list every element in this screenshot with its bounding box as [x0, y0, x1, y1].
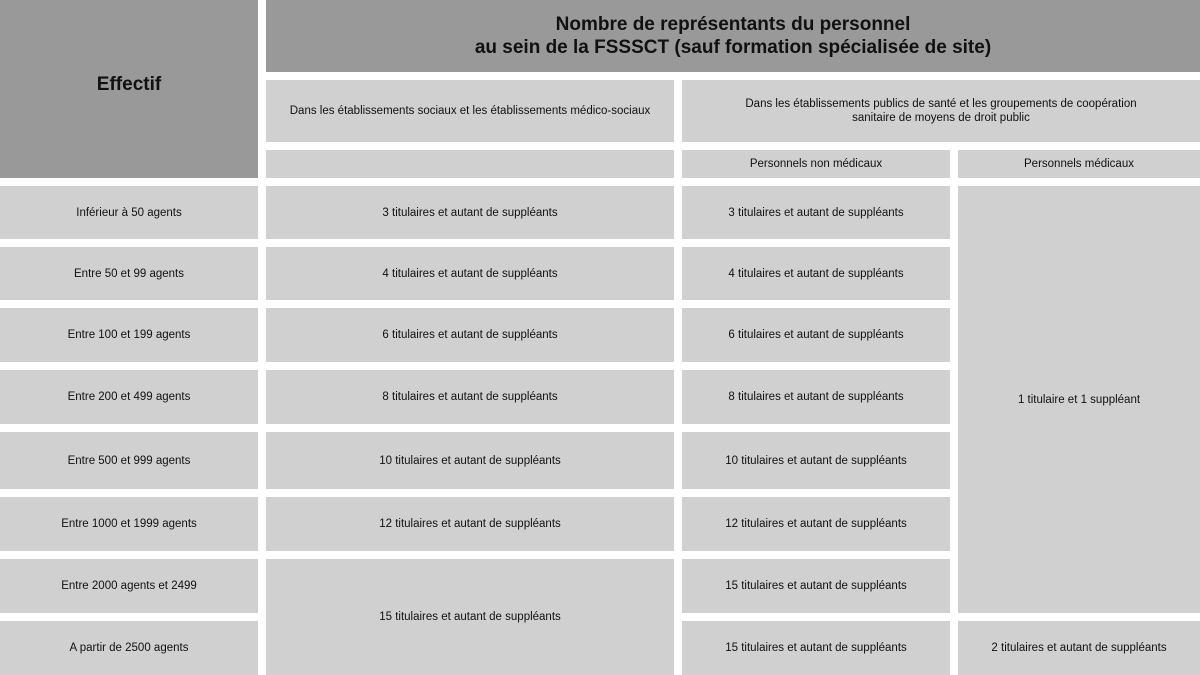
- row-effectif-label: A partir de 2500 agents: [69, 642, 189, 654]
- subheader-empty: [266, 150, 674, 178]
- column-header-sante-line2: sanitaire de moyens de droit public: [852, 112, 1030, 124]
- row-non-medicaux-label: 12 titulaires et autant de suppléants: [725, 518, 907, 530]
- row-effectif-cell: [0, 186, 258, 239]
- column-header-sociaux-label: Dans les établissements sociaux et les établissements médico-sociaux: [289, 105, 651, 117]
- row-non-medicaux-label: 3 titulaires et autant de suppléants: [728, 206, 904, 219]
- row-effectif-cell: [0, 559, 258, 613]
- row-non-medicaux-label: 8 titulaires et autant de suppléants: [728, 391, 904, 403]
- row-non-medicaux-cell: [682, 621, 950, 675]
- row-non-medicaux-cell: [682, 186, 950, 239]
- merged-sociaux-label: 15 titulaires et autant de suppléants: [379, 611, 561, 623]
- row-sociaux-cell: [266, 308, 674, 362]
- row-non-medicaux-cell: [682, 559, 950, 613]
- row-non-medicaux-cell: [682, 247, 950, 300]
- row-medicaux-label: 2 titulaires et autant de suppléants: [991, 642, 1167, 654]
- effectif-header: [0, 0, 258, 178]
- row-sociaux-label: 10 titulaires et autant de suppléants: [379, 454, 561, 467]
- subheader-medicaux: [958, 150, 1200, 178]
- merged-sociaux-cell: [266, 559, 674, 675]
- row-sociaux-label: 6 titulaires et autant de suppléants: [382, 329, 558, 341]
- row-effectif-label: Entre 50 et 99 agents: [74, 267, 184, 280]
- main-title-line2: au sein de la FSSSCT (sauf formation spécialisée de site): [474, 37, 992, 58]
- row-non-medicaux-label: 4 titulaires et autant de suppléants: [728, 267, 904, 280]
- row-non-medicaux-label: 15 titulaires et autant de suppléants: [725, 580, 907, 592]
- row-sociaux-label: 8 titulaires et autant de suppléants: [382, 391, 558, 403]
- merged-medicaux-cell: [958, 186, 1200, 613]
- row-effectif-label: Entre 1000 et 1999 agents: [61, 518, 197, 530]
- merged-medicaux-label: 1 titulaire et 1 suppléant: [1017, 393, 1141, 406]
- row-effectif-cell: [0, 432, 258, 489]
- subheader-non-medicaux: [682, 150, 950, 178]
- row-effectif-label: Entre 200 et 499 agents: [67, 391, 191, 403]
- row-sociaux-cell: [266, 497, 674, 551]
- row-non-medicaux-cell: [682, 370, 950, 424]
- row-sociaux-label: 4 titulaires et autant de suppléants: [382, 267, 558, 280]
- row-medicaux-cell: [958, 621, 1200, 675]
- row-effectif-cell: [0, 497, 258, 551]
- row-effectif-cell: [0, 308, 258, 362]
- column-header-sociaux: [266, 80, 674, 142]
- row-effectif-label: Inférieur à 50 agents: [76, 206, 182, 219]
- row-non-medicaux-cell: [682, 432, 950, 489]
- row-sociaux-cell: [266, 370, 674, 424]
- row-effectif-cell: [0, 370, 258, 424]
- row-non-medicaux-label: 10 titulaires et autant de suppléants: [725, 454, 907, 467]
- main-title-header: [266, 0, 1200, 72]
- row-non-medicaux-cell: [682, 497, 950, 551]
- column-header-sante-line1: Dans les établissements publics de santé et les groupements de coopération: [745, 98, 1137, 110]
- row-sociaux-cell: [266, 186, 674, 239]
- effectif-header-label: Effectif: [96, 74, 162, 95]
- row-effectif-cell: [0, 247, 258, 300]
- row-sociaux-cell: [266, 432, 674, 489]
- subheader-medicaux-label: Personnels médicaux: [1024, 158, 1134, 170]
- row-sociaux-label: 12 titulaires et autant de suppléants: [379, 518, 561, 530]
- row-non-medicaux-label: 6 titulaires et autant de suppléants: [728, 329, 904, 341]
- row-effectif-cell: [0, 621, 258, 675]
- main-title-line1: Nombre de représentants du personnel: [555, 14, 911, 35]
- row-non-medicaux-cell: [682, 308, 950, 362]
- row-effectif-label: Entre 100 et 199 agents: [67, 329, 191, 341]
- row-non-medicaux-label: 15 titulaires et autant de suppléants: [725, 642, 907, 654]
- row-effectif-label: Entre 2000 agents et 2499: [61, 580, 197, 592]
- row-sociaux-label: 3 titulaires et autant de suppléants: [382, 206, 558, 219]
- subheader-non-medicaux-label: Personnels non médicaux: [749, 158, 883, 170]
- row-sociaux-cell: [266, 247, 674, 300]
- column-header-sante: [682, 80, 1200, 142]
- row-effectif-label: Entre 500 et 999 agents: [67, 454, 191, 467]
